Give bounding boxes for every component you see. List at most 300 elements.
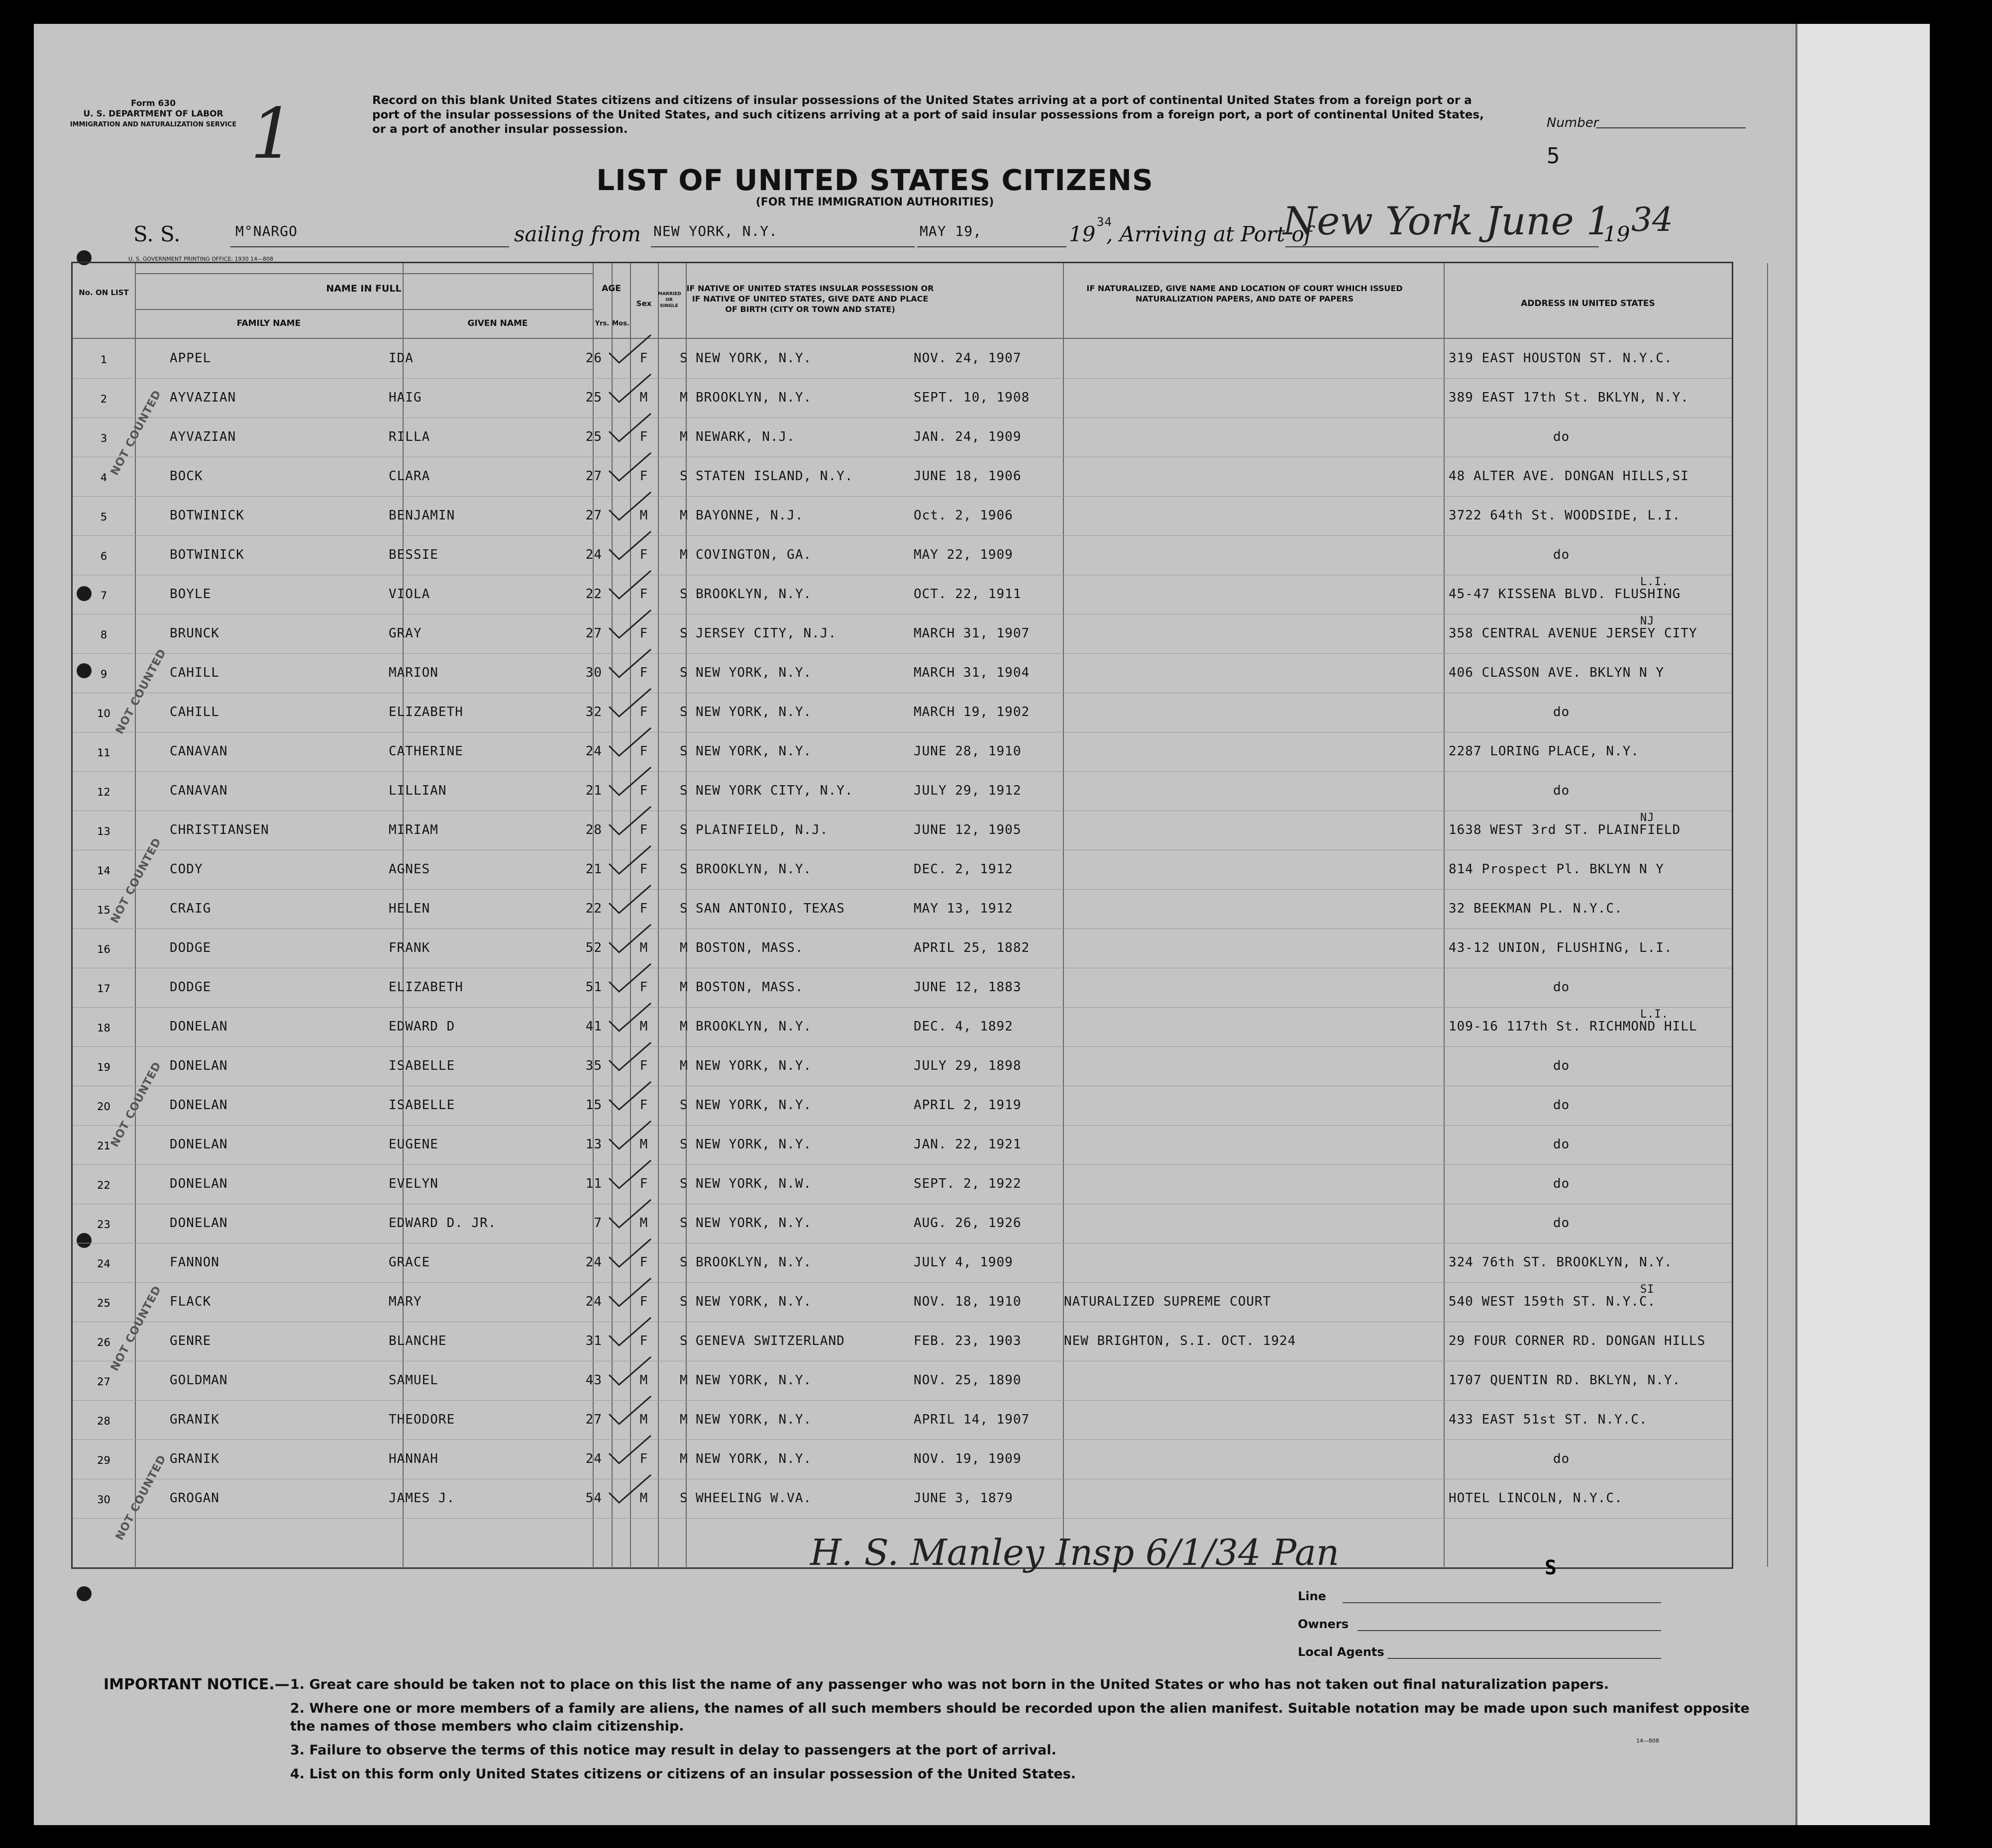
sailing-from-label: sailing from	[514, 222, 641, 246]
printer-note: U. S. GOVERNMENT PRINTING OFFICE: 1930 14—808	[128, 256, 274, 262]
birth-date: NOV. 18, 1910	[914, 1294, 1022, 1309]
marital-status: M	[680, 1019, 688, 1034]
sex: F	[639, 429, 648, 444]
address: 540 WEST 159th ST. N.Y.C.	[1449, 1294, 1656, 1309]
binding-hole	[77, 1586, 92, 1601]
row-number: 21	[97, 1140, 110, 1152]
family-name: CANAVAN	[170, 744, 228, 759]
checkmark-icon	[605, 1317, 655, 1351]
age-years: 25	[585, 390, 602, 405]
arrival-line	[1285, 246, 1599, 247]
given-name: ISABELLE	[389, 1058, 455, 1073]
given-name: JAMES J.	[389, 1491, 455, 1506]
given-name: AGNES	[389, 862, 430, 877]
sex: F	[639, 351, 648, 366]
passenger-manifest-table	[71, 262, 1733, 1569]
address-note: NJ	[1640, 615, 1655, 627]
address: 48 ALTER AVE. DONGAN HILLS,SI	[1449, 469, 1689, 484]
sex: F	[639, 1058, 648, 1073]
sex: M	[639, 390, 648, 405]
marital-status: M	[680, 980, 688, 995]
birth-place: NEW YORK CITY, N.Y.	[696, 783, 853, 798]
age-years: 30	[585, 665, 602, 680]
given-name: BLANCHE	[389, 1334, 447, 1348]
checkmark-icon	[605, 570, 655, 605]
sex: M	[639, 1137, 648, 1152]
birth-place: BROOKLYN, N.Y.	[696, 1019, 812, 1034]
table-row	[73, 732, 1732, 772]
family-name: DONELAN	[170, 1019, 228, 1034]
sailing-year-prefix: 19	[1069, 222, 1096, 246]
age-years: 31	[585, 1334, 602, 1348]
line-field-line	[1343, 1602, 1661, 1603]
sex: F	[639, 1451, 648, 1466]
birth-date: MAY 22, 1909	[914, 547, 1013, 562]
table-row	[73, 1400, 1732, 1440]
address: do	[1553, 783, 1570, 798]
given-name: HAIG	[389, 390, 422, 405]
sex: M	[639, 940, 648, 955]
address: 29 FOUR CORNER RD. DONGAN HILLS	[1449, 1334, 1706, 1348]
col-header-name-in-full: NAME IN FULL	[326, 283, 402, 294]
sailing-year: 34	[1097, 215, 1112, 229]
family-name: BRUNCK	[170, 626, 219, 641]
checkmark-icon	[605, 609, 655, 644]
birth-place: NEW YORK, N.W.	[696, 1176, 812, 1191]
table-row	[73, 889, 1732, 929]
row-number: 16	[97, 943, 110, 955]
marital-status: M	[680, 940, 688, 955]
row-number: 29	[97, 1454, 110, 1466]
birth-place: NEW YORK, N.Y.	[696, 1216, 812, 1231]
marital-status: S	[680, 1098, 688, 1113]
adjacent-page-edge	[1795, 24, 1930, 1825]
family-name: CAHILL	[170, 705, 219, 719]
ship-name: M°NARGO	[235, 223, 298, 239]
notice-item-4: 4. List on this form only United States citizens or citizens of an insular possession of the United States.	[290, 1766, 1076, 1782]
row-number: 22	[97, 1179, 110, 1191]
family-name: APPEL	[170, 351, 211, 366]
checkmark-icon	[605, 1356, 655, 1391]
given-name: CLARA	[389, 469, 430, 484]
checkmark-icon	[605, 1159, 655, 1194]
table-row	[73, 339, 1732, 379]
family-name: DONELAN	[170, 1058, 228, 1073]
birth-date: MARCH 19, 1902	[914, 705, 1030, 719]
birth-place: BROOKLYN, N.Y.	[696, 390, 812, 405]
row-number: 23	[97, 1219, 110, 1231]
notice-item-1: 1. Great care should be taken not to place on this list the name of any passenger who was not born in the United States or who has not taken out final naturalization papers.	[290, 1677, 1609, 1692]
given-name: IDA	[389, 351, 414, 366]
marital-status: S	[680, 705, 688, 719]
birth-date: NOV. 25, 1890	[914, 1373, 1022, 1388]
checkmark-icon	[605, 688, 655, 722]
checkmark-icon	[605, 530, 655, 565]
given-name: MARY	[389, 1294, 422, 1309]
given-name: MIRIAM	[389, 822, 438, 837]
row-number: 19	[97, 1061, 110, 1073]
sex: F	[639, 783, 648, 798]
notice-item-2: 2. Where one or more members of a family are aliens, the names of all such members should be recorded upon the alien manifest. Suitable notation may be made upon such manifest opposite the names of those members who claim citizenship.	[290, 1701, 1750, 1734]
sex: M	[639, 508, 648, 523]
col-header-mos: Mos.	[612, 320, 629, 327]
age-years: 27	[585, 469, 602, 484]
table-row	[73, 850, 1732, 890]
sailing-date-line	[917, 246, 1066, 247]
sex: F	[639, 665, 648, 680]
arrival-year: 34	[1631, 201, 1673, 239]
birth-place: JERSEY CITY, N.J.	[696, 626, 837, 641]
row-number: 24	[97, 1258, 110, 1270]
family-name: CAHILL	[170, 665, 219, 680]
arrival-year-prefix: 19	[1603, 222, 1630, 246]
birth-place: NEW YORK, N.Y.	[696, 1373, 812, 1388]
birth-place: NEW YORK, N.Y.	[696, 1137, 812, 1152]
checkmark-icon	[605, 845, 655, 880]
birth-date: JUNE 12, 1905	[914, 822, 1022, 837]
family-name: GENRE	[170, 1334, 211, 1348]
sex: M	[639, 1491, 648, 1506]
birth-place: NEWARK, N.J.	[696, 429, 795, 444]
sex: F	[639, 547, 648, 562]
birth-date: APRIL 25, 1882	[914, 940, 1030, 955]
birth-place: WHEELING W.VA.	[696, 1491, 812, 1506]
age-years: 25	[585, 429, 602, 444]
departure-port-line	[651, 246, 915, 247]
checkmark-icon	[605, 1435, 655, 1469]
birth-place: NEW YORK, N.Y.	[696, 1294, 812, 1309]
address: 2287 LORING PLACE, N.Y.	[1449, 744, 1640, 759]
col-header-age: AGE	[602, 284, 621, 294]
owners-field-line	[1358, 1630, 1661, 1631]
marital-status: S	[680, 1176, 688, 1191]
row-number: 13	[97, 825, 110, 837]
table-row	[73, 1046, 1732, 1086]
birth-place: NEW YORK, N.Y.	[696, 1451, 812, 1466]
birth-place: BAYONNE, N.J.	[696, 508, 804, 523]
address: 319 EAST HOUSTON ST. N.Y.C.	[1449, 351, 1673, 366]
given-name: EDWARD D. JR.	[389, 1216, 497, 1231]
marital-status: S	[680, 744, 688, 759]
ship-name-line	[230, 246, 509, 247]
table-row	[73, 1007, 1732, 1047]
marital-status: S	[680, 351, 688, 366]
given-name: SAMUEL	[389, 1373, 438, 1388]
family-name: GRANIK	[170, 1451, 219, 1466]
checkmark-icon	[605, 806, 655, 840]
family-name: GRANIK	[170, 1412, 219, 1427]
page-number: 5	[1547, 143, 1561, 169]
birth-place: BROOKLYN, N.Y.	[696, 1255, 812, 1270]
table-row	[73, 968, 1732, 1008]
birth-place: BROOKLYN, N.Y.	[696, 862, 812, 877]
sex: F	[639, 587, 648, 602]
local-agents-label: Local Agents	[1298, 1645, 1384, 1659]
checkmark-icon	[605, 334, 655, 369]
birth-place: NEW YORK, N.Y.	[696, 744, 812, 759]
row-number: 14	[97, 865, 110, 877]
address: 389 EAST 17th St. BKLYN, N.Y.	[1449, 390, 1689, 405]
given-name: EUGENE	[389, 1137, 438, 1152]
marital-status: S	[680, 469, 688, 484]
marital-status: S	[680, 626, 688, 641]
age-years: 35	[585, 1058, 602, 1073]
family-name: DONELAN	[170, 1137, 228, 1152]
address-note: SI	[1640, 1283, 1655, 1296]
checkmark-icon	[605, 1199, 655, 1233]
given-name: GRAY	[389, 626, 422, 641]
birth-date: JUNE 18, 1906	[914, 469, 1022, 484]
table-row	[73, 1086, 1732, 1126]
family-name: FANNON	[170, 1255, 219, 1270]
row-number: 12	[97, 786, 110, 798]
family-name: AYVAZIAN	[170, 390, 236, 405]
sex: F	[639, 862, 648, 877]
address-note: NJ	[1640, 812, 1655, 824]
row-number: 10	[97, 708, 110, 719]
sex: F	[639, 901, 648, 916]
name-group-rule	[135, 273, 593, 274]
address: 32 BEEKMAN PL. N.Y.C.	[1449, 901, 1623, 916]
table-row	[73, 1322, 1732, 1361]
address: 1638 WEST 3rd ST. PLAINFIELD	[1449, 822, 1681, 837]
given-name: GRACE	[389, 1255, 430, 1270]
col-header-no: No. ON LIST	[79, 288, 129, 297]
marital-status: M	[680, 390, 688, 405]
birth-place: STATEN ISLAND, N.Y.	[696, 469, 853, 484]
number-label: Number	[1547, 115, 1599, 130]
checkmark-icon	[605, 1238, 655, 1273]
birth-place: BOSTON, MASS.	[696, 940, 804, 955]
row-number: 30	[97, 1494, 110, 1506]
table-row	[73, 811, 1732, 850]
marital-status: M	[680, 1373, 688, 1388]
row-number: 26	[97, 1336, 110, 1348]
page-title: LIST OF UNITED STATES CITIZENS	[596, 163, 1153, 197]
table-row	[73, 1125, 1732, 1165]
given-name: HELEN	[389, 901, 430, 916]
address-note: L.I.	[1640, 576, 1669, 588]
marital-status: M	[680, 1412, 688, 1427]
not-counted-stamp: NOT COUNTED	[108, 388, 164, 478]
age-years: 7	[594, 1216, 602, 1231]
given-name: CATHERINE	[389, 744, 463, 759]
age-years: 21	[585, 862, 602, 877]
not-counted-stamp: NOT COUNTED	[108, 1060, 164, 1149]
notice-item-3: 3. Failure to observe the terms of this notice may result in delay to passengers at the port of arrival.	[290, 1743, 1056, 1758]
page-subtitle: (FOR THE IMMIGRATION AUTHORITIES)	[755, 196, 994, 208]
family-name: DONELAN	[170, 1098, 228, 1113]
sheet-total: S	[1545, 1556, 1557, 1579]
service-name: IMMIGRATION AND NATURALIZATION SERVICE	[70, 121, 237, 128]
given-name: ELIZABETH	[389, 980, 463, 995]
checkmark-icon	[605, 884, 655, 919]
col-header-yrs: Yrs.	[595, 320, 610, 327]
address: do	[1553, 1137, 1570, 1152]
table-row	[73, 575, 1732, 615]
birth-date: DEC. 4, 1892	[914, 1019, 1013, 1034]
sex: F	[639, 980, 648, 995]
age-years: 43	[585, 1373, 602, 1388]
marital-status: S	[680, 1255, 688, 1270]
birth-date: JULY 4, 1909	[914, 1255, 1013, 1270]
sex: F	[639, 1334, 648, 1348]
address: 1707 QUENTIN RD. BKLYN, N.Y.	[1449, 1373, 1681, 1388]
row-number: 28	[97, 1415, 110, 1427]
inspector-signature: H. S. Manley Insp 6/1/34 Pan	[810, 1532, 1340, 1573]
not-counted-stamp: NOT COUNTED	[108, 836, 164, 925]
given-name: BENJAMIN	[389, 508, 455, 523]
col-header-given-name: GIVEN NAME	[467, 318, 528, 328]
line-label: Line	[1298, 1589, 1326, 1603]
sex: F	[639, 705, 648, 719]
marital-status: S	[680, 901, 688, 916]
given-name: VIOLA	[389, 587, 430, 602]
address: 324 76th ST. BROOKLYN, N.Y.	[1449, 1255, 1673, 1270]
birth-date: JULY 29, 1912	[914, 783, 1022, 798]
marital-status: S	[680, 1137, 688, 1152]
birth-place: GENEVA SWITZERLAND	[696, 1334, 845, 1348]
marital-status: S	[680, 1294, 688, 1309]
address: 814 Prospect Pl. BKLYN N Y	[1449, 862, 1664, 877]
birth-date: MAY 13, 1912	[914, 901, 1013, 916]
table-row	[73, 1243, 1732, 1283]
table-row	[73, 1204, 1732, 1243]
family-name: DONELAN	[170, 1176, 228, 1191]
arriving-label: , Arriving at Port of	[1106, 222, 1312, 246]
sex: F	[639, 469, 648, 484]
number-field-line	[1596, 127, 1746, 128]
family-name: BOCK	[170, 469, 203, 484]
age-years: 24	[585, 744, 602, 759]
departure-port: NEW YORK, N.Y.	[653, 223, 778, 239]
sex: M	[639, 1412, 648, 1427]
birth-date: JULY 29, 1898	[914, 1058, 1022, 1073]
row-number: 3	[100, 432, 107, 444]
address: do	[1553, 1098, 1570, 1113]
checkmark-icon	[605, 1041, 655, 1076]
birth-date: MARCH 31, 1904	[914, 665, 1030, 680]
row-number: 2	[100, 393, 107, 405]
checkmark-icon	[605, 1474, 655, 1509]
naturalization-info: NEW BRIGHTON, S.I. OCT. 1924	[1064, 1334, 1296, 1348]
age-years: 51	[585, 980, 602, 995]
checkmark-icon	[605, 1395, 655, 1430]
address: 43-12 UNION, FLUSHING, L.I.	[1449, 940, 1673, 955]
marital-status: M	[680, 508, 688, 523]
address: do	[1553, 1176, 1570, 1191]
checkmark-icon	[605, 1002, 655, 1037]
age-years: 13	[585, 1137, 602, 1152]
age-years: 22	[585, 587, 602, 602]
family-name: DODGE	[170, 940, 211, 955]
given-name: ISABELLE	[389, 1098, 455, 1113]
col-header-married-single: MARRIED OR SINGLE	[658, 292, 681, 308]
sex: F	[639, 1255, 648, 1270]
checkmark-icon	[605, 1081, 655, 1116]
family-name: BOYLE	[170, 587, 211, 602]
family-name: FLACK	[170, 1294, 211, 1309]
row-number: 5	[100, 511, 107, 523]
family-name: CODY	[170, 862, 203, 877]
local-agents-field-line	[1387, 1658, 1661, 1659]
sex: M	[639, 1216, 648, 1231]
manifest-sheet	[34, 24, 1930, 1825]
checkmark-icon	[605, 1120, 655, 1155]
table-row	[73, 1439, 1732, 1479]
birth-place: NEW YORK, N.Y.	[696, 1412, 812, 1427]
sailing-date: MAY 19,	[920, 223, 982, 239]
marital-status: S	[680, 822, 688, 837]
age-years: 54	[585, 1491, 602, 1506]
col-header-birth: IF NATIVE OF UNITED STATES INSULAR POSSESSION OR IF NATIVE OF UNITED STATES, GIVE DATE AND PLACE OF BIRTH (CITY OR TOWN AND STATE)	[686, 284, 934, 314]
row-number: 27	[97, 1376, 110, 1388]
birth-date: Oct. 2, 1906	[914, 508, 1013, 523]
age-years: 11	[585, 1176, 602, 1191]
row-number: 25	[97, 1297, 110, 1309]
col-header-family-name: FAMILY NAME	[236, 318, 301, 328]
row-number: 15	[97, 904, 110, 916]
birth-date: OCT. 22, 1911	[914, 587, 1022, 602]
birth-date: JAN. 22, 1921	[914, 1137, 1022, 1152]
birth-date: JAN. 24, 1909	[914, 429, 1022, 444]
checkmark-icon	[605, 491, 655, 526]
birth-place: COVINGTON, GA.	[696, 547, 812, 562]
row-number: 7	[100, 590, 107, 602]
given-name: THEODORE	[389, 1412, 455, 1427]
given-name: FRANK	[389, 940, 430, 955]
marital-status: S	[680, 1216, 688, 1231]
row-number: 4	[100, 472, 107, 484]
address: 358 CENTRAL AVENUE JERSEY CITY	[1449, 626, 1697, 641]
column-rule	[1767, 263, 1768, 1567]
family-name: BOTWINICK	[170, 508, 244, 523]
address: 45-47 KISSENA BLVD. FLUSHING	[1449, 587, 1681, 602]
birth-date: AUG. 26, 1926	[914, 1216, 1022, 1231]
marital-status: M	[680, 1451, 688, 1466]
birth-date: JUNE 12, 1883	[914, 980, 1022, 995]
checkmark-icon	[605, 924, 655, 958]
birth-place: NEW YORK, N.Y.	[696, 351, 812, 366]
sex: F	[639, 744, 648, 759]
family-name: AYVAZIAN	[170, 429, 236, 444]
checkmark-icon	[605, 727, 655, 762]
birth-place: NEW YORK, N.Y.	[696, 1058, 812, 1073]
age-years: 24	[585, 1255, 602, 1270]
birth-place: PLAINFIELD, N.J.	[696, 822, 829, 837]
table-row	[73, 378, 1732, 418]
birth-place: NEW YORK, N.Y.	[696, 1098, 812, 1113]
birth-date: NOV. 19, 1909	[914, 1451, 1022, 1466]
family-name: CRAIG	[170, 901, 211, 916]
marital-status: M	[680, 1058, 688, 1073]
checkmark-icon	[605, 452, 655, 487]
row-number: 9	[100, 668, 107, 680]
table-row	[73, 457, 1732, 497]
age-years: 24	[585, 1294, 602, 1309]
family-name: GROGAN	[170, 1491, 219, 1506]
checkmark-icon	[605, 373, 655, 408]
birth-date: FEB. 23, 1903	[914, 1334, 1022, 1348]
age-years: 15	[585, 1098, 602, 1113]
birth-date: APRIL 2, 1919	[914, 1098, 1022, 1113]
marital-status: S	[680, 587, 688, 602]
col-header-address: ADDRESS IN UNITED STATES	[1521, 299, 1655, 308]
table-row	[73, 1479, 1732, 1519]
table-row	[73, 771, 1732, 811]
age-years: 27	[585, 626, 602, 641]
given-name: RILLA	[389, 429, 430, 444]
